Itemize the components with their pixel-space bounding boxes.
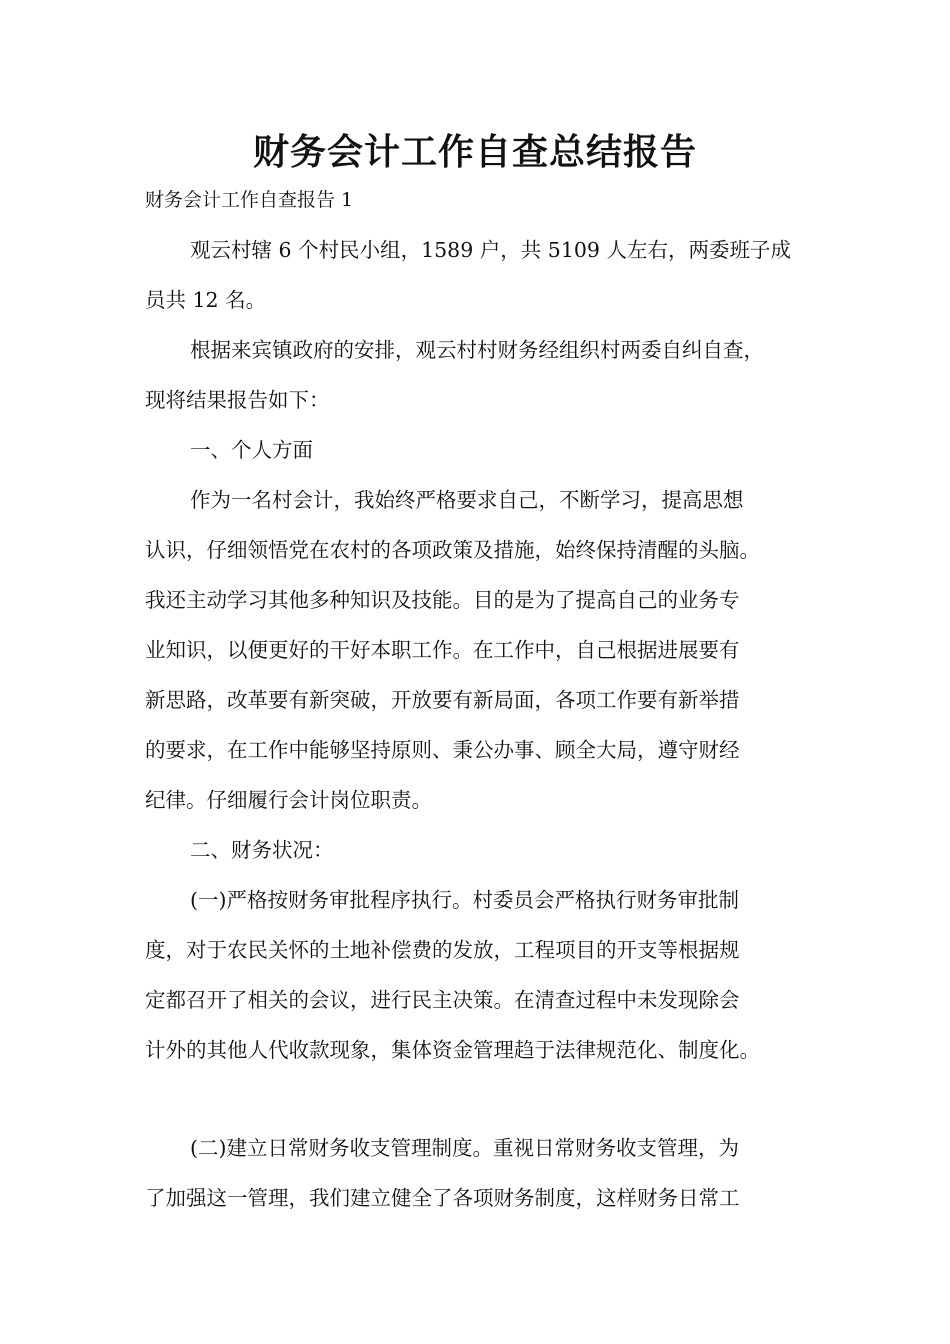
paragraph-line: 度，对于农民关怀的土地补偿费的发放，工程项目的开支等根据规 xyxy=(145,938,740,962)
paragraph-line: 员共 12 名。 xyxy=(145,288,267,312)
document-title: 财务会计工作自查总结报告 xyxy=(252,132,697,173)
paragraph-line: 计外的其他人代收款现象，集体资金管理趋于法律规范化、制度化。 xyxy=(145,1038,760,1062)
paragraph-line: 业知识，以便更好的干好本职工作。在工作中，自己根据进展要有 xyxy=(145,638,740,662)
paragraph-line: 的要求，在工作中能够坚持原则、秉公办事、顾全大局，遵守财经 xyxy=(145,738,740,762)
paragraph-line: 根据来宾镇政府的安排，观云村村财务经组织村两委自纠自查， xyxy=(190,338,764,362)
paragraph-line: 观云村辖 6 个村民小组，1589 户，共 5109 人左右，两委班子成 xyxy=(190,238,791,262)
paragraph-line: 新思路，改革要有新突破，开放要有新局面，各项工作要有新举措 xyxy=(145,688,740,712)
paragraph-line: 了加强这一管理，我们建立健全了各项财务制度，这样财务日常工 xyxy=(145,1186,740,1210)
paragraph-line: 纪律。仔细履行会计岗位职责。 xyxy=(145,788,432,812)
paragraph-line: (二)建立日常财务收支管理制度。重视日常财务收支管理，为 xyxy=(190,1136,739,1160)
section-heading: 一、个人方面 xyxy=(190,438,313,462)
paragraph-line: 认识，仔细领悟党在农村的各项政策及措施，始终保持清醒的头脑。 xyxy=(145,538,760,562)
paragraph-line: 作为一名村会计，我始终严格要求自己，不断学习，提高思想 xyxy=(190,488,744,512)
paragraph-line: (一)严格按财务审批程序执行。村委员会严格执行财务审批制 xyxy=(190,888,739,912)
paragraph-line: 我还主动学习其他多种知识及技能。目的是为了提高自己的业务专 xyxy=(145,588,740,612)
paragraph-line: 现将结果报告如下： xyxy=(145,388,330,412)
document-subtitle: 财务会计工作自查报告 1 xyxy=(145,189,354,211)
paragraph-line: 定都召开了相关的会议，进行民主决策。在清查过程中未发现除会 xyxy=(145,988,740,1012)
section-heading: 二、财务状况： xyxy=(190,838,334,862)
